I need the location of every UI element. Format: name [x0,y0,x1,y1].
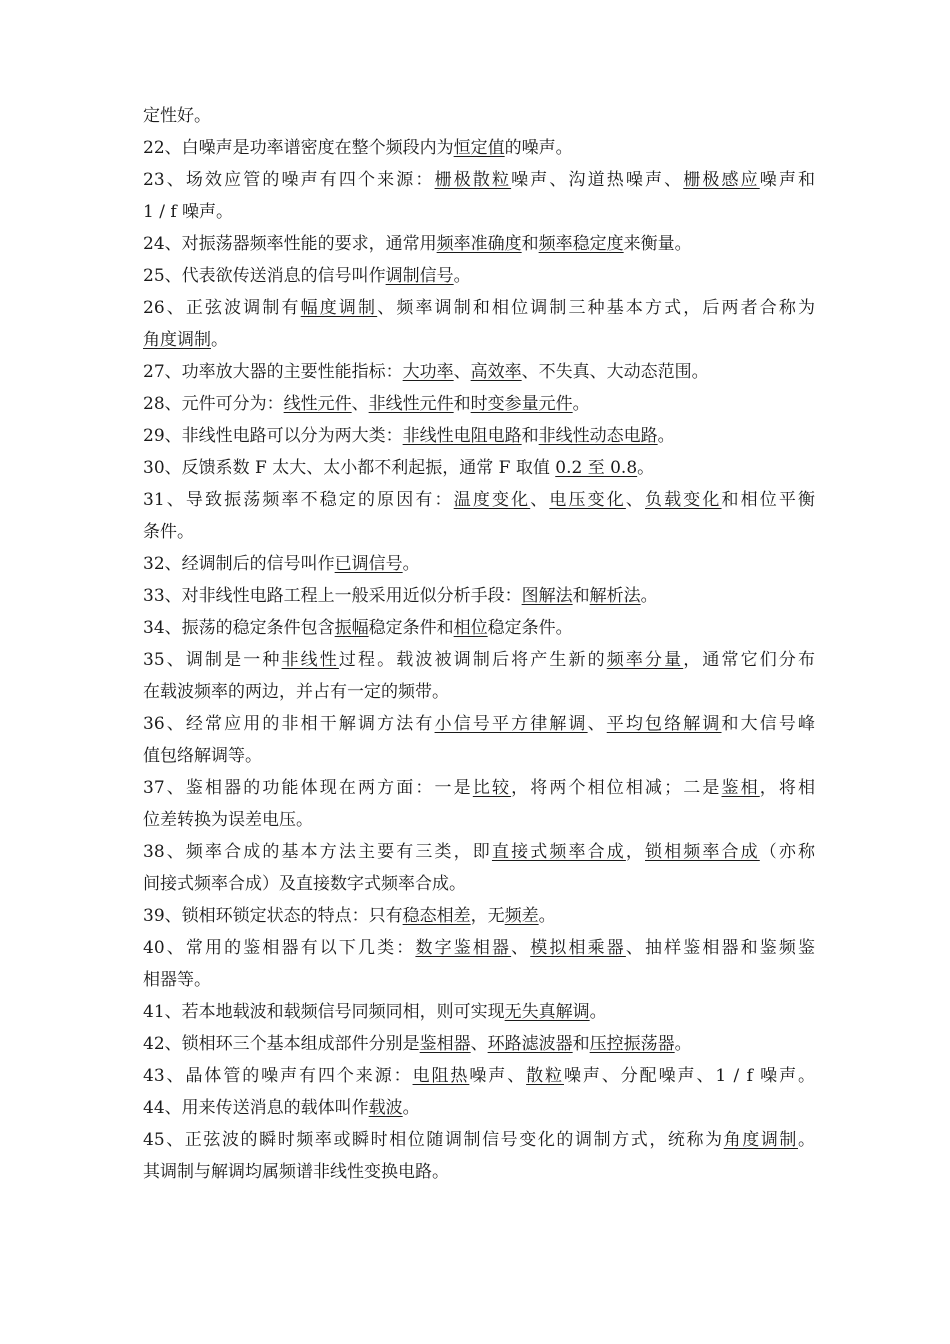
text-line [143,932,815,964]
answer-blank: 直接式频率合成 [491,842,626,862]
text-line [143,484,815,516]
text-segment: 44、用来传送消息的载体叫作 [143,1098,369,1118]
text-segment: 噪声、沟道热噪声、 [511,170,684,190]
answer-blank: 角度调制 [143,330,211,350]
text-segment: 1 / f 噪声。 [143,202,234,222]
answer-blank: 幅度调制 [300,298,378,318]
text-line [143,708,815,740]
answer-blank: 高效率 [470,362,522,382]
text-segment: 位差转换为误差电压。 [143,810,313,830]
text-line [143,996,815,1028]
text-segment: 。 [637,458,655,478]
text-line [143,1060,815,1092]
text-segment: 、不失真、大动态范围。 [521,362,709,382]
text-segment: 24、对振荡器频率性能的要求，通常用 [143,234,437,254]
text-segment: 40、常用的鉴相器有以下几类： [143,938,416,958]
text-line [143,420,815,452]
answer-blank: 时变参量元件 [470,394,573,414]
text-segment: 。 [538,906,556,926]
text-line [143,228,815,260]
answer-blank: 频率准确度 [436,234,522,254]
answer-blank: 稳态相差 [402,906,471,926]
text-segment: ，通常它们分布 [683,650,816,670]
answer-blank: 调制信号 [385,266,454,286]
text-segment: 31、导致振荡频率不稳定的原因有： [143,490,454,510]
text-segment: 、 [470,1034,488,1054]
text-segment: 23、场效应管的噪声有四个来源： [143,170,435,190]
text-segment: 和 [572,586,590,606]
text-segment: 、 [530,490,550,510]
answer-blank: 载波 [368,1098,403,1118]
text-line [143,772,815,804]
answer-blank: 线性元件 [283,394,352,414]
answer-blank: 温度变化 [453,490,531,510]
text-segment: 过程。载波被调制后将产生新的 [338,650,607,670]
answer-blank: 负载变化 [645,490,722,510]
text-line [143,196,815,228]
answer-blank: 非线性 [281,650,339,670]
text-segment: 。 [657,426,675,446]
answer-blank: 电压变化 [549,490,626,510]
answer-blank: 已调信号 [334,554,403,574]
answer-blank: 非线性动态电路 [538,426,658,446]
answer-blank: 栅极感应 [683,170,760,190]
text-line [143,516,815,548]
text-line [143,644,815,676]
text-segment: 39、锁相环锁定状态的特点：只有 [143,906,403,926]
text-line [143,356,815,388]
answer-blank: 小信号平方律解调 [434,714,588,734]
text-segment: 条件。 [143,522,194,542]
text-segment: 值包络解调等。 [143,746,262,766]
text-segment: 和 [521,234,539,254]
answer-blank: 频差 [504,906,539,926]
text-segment: 和 [572,1034,590,1054]
text-segment: ， [625,842,645,862]
text-line [143,740,815,772]
text-segment: 26、正弦波调制有 [143,298,301,318]
text-segment: （亦称 [759,842,816,862]
text-segment: 。 [798,1130,815,1150]
text-segment: 45、正弦波的瞬时频率或瞬时相位随调制信号变化的调制方式，统称为 [143,1130,724,1150]
text-segment: 和相位平衡 [721,490,816,510]
answer-blank: 大功率 [402,362,454,382]
answer-blank: 锁相频率合成 [645,842,760,862]
document-page [143,100,815,1188]
text-segment: 、 [453,362,471,382]
text-segment: 28、元件可分为： [143,394,284,414]
text-segment: 35、调制是一种 [143,650,282,670]
text-segment: 定性好。 [143,106,211,126]
text-segment: 。 [589,1002,607,1022]
text-segment: 噪声、分配噪声、1 / f 噪声。 [563,1066,816,1086]
text-segment: 。 [402,554,420,574]
text-segment: 、抽样鉴相器和鉴频鉴 [625,938,816,958]
answer-blank: 图解法 [521,586,573,606]
text-segment: 29、非线性电路可以分为两大类： [143,426,403,446]
text-line [143,260,815,292]
text-segment: 。 [453,266,471,286]
text-line [143,292,815,324]
text-segment: 其调制与解调均属频谱非线性变换电路。 [143,1162,449,1182]
text-segment: 32、经调制后的信号叫作 [143,554,335,574]
text-segment: 稳定条件。 [487,618,573,638]
answer-blank: 鉴相 [721,778,760,798]
answer-blank: 比较 [472,778,512,798]
answer-blank: 模拟相乘器 [530,938,626,958]
answer-blank: 0.2 至 0.8 [555,458,638,478]
text-line [143,612,815,644]
text-segment: ，无 [470,906,505,926]
text-segment: 噪声和 [759,170,816,190]
text-line [143,548,815,580]
text-segment: 38、频率合成的基本方法主要有三类，即 [143,842,492,862]
text-segment: ，将两个相位相减；二是 [511,778,722,798]
text-segment: 和 [521,426,539,446]
answer-blank: 频率稳定度 [538,234,624,254]
text-segment: 36、经常应用的非相干解调方法有 [143,714,435,734]
text-segment: 。 [211,330,228,350]
text-line [143,388,815,420]
text-segment: 。 [640,586,658,606]
text-segment: 间接式频率合成）及直接数字式频率合成。 [143,874,466,894]
text-line [143,1156,815,1188]
text-segment: 、频率调制和相位调制三种基本方式，后两者合称为 [377,298,816,318]
text-segment: 相器等。 [143,970,211,990]
answer-blank: 角度调制 [723,1130,798,1150]
text-segment: 34、振荡的稳定条件包含 [143,618,335,638]
text-segment: 、 [351,394,369,414]
text-line [143,580,815,612]
text-line [143,868,815,900]
text-line [143,964,815,996]
text-segment: 27、功率放大器的主要性能指标： [143,362,403,382]
answer-blank: 相位 [453,618,488,638]
text-line [143,900,815,932]
text-segment: 33、对非线性电路工程上一般采用近似分析手段： [143,586,522,606]
text-line [143,804,815,836]
answer-blank: 无失真解调 [504,1002,590,1022]
text-segment: 。 [402,1098,420,1118]
text-line [143,452,815,484]
text-segment: 稳定条件和 [368,618,454,638]
answer-blank: 恒定值 [453,138,505,158]
text-segment: 和大信号峰 [721,714,816,734]
text-line [143,1028,815,1060]
answer-blank: 振幅 [334,618,369,638]
answer-blank: 环路滤波器 [487,1034,573,1054]
answer-blank: 解析法 [589,586,641,606]
text-line [143,132,815,164]
text-segment: 、 [587,714,607,734]
text-segment: ，将相 [759,778,816,798]
text-segment: 25、代表欲传送消息的信号叫作 [143,266,386,286]
text-segment: 22、白噪声是功率谱密度在整个频段内为 [143,138,454,158]
text-segment: 43、晶体管的噪声有四个来源： [143,1066,413,1086]
text-segment: 在载波频率的两边，并占有一定的频带。 [143,682,449,702]
answer-blank: 非线性电阻电路 [402,426,522,446]
answer-blank: 非线性元件 [368,394,454,414]
answer-blank: 平均包络解调 [606,714,722,734]
text-segment: 的噪声。 [504,138,573,158]
answer-blank: 数字鉴相器 [415,938,512,958]
text-segment: 41、若本地载波和载频信号同频同相，则可实现 [143,1002,505,1022]
text-segment: 37、鉴相器的功能体现在两方面：一是 [143,778,473,798]
text-segment: 噪声、 [469,1066,527,1086]
answer-blank: 电阻热 [412,1066,470,1086]
text-line [143,324,815,356]
text-segment: 。 [572,394,590,414]
text-line [143,100,815,132]
answer-blank: 压控振荡器 [589,1034,675,1054]
text-line [143,164,815,196]
text-segment: 30、反馈系数 F 太大、太小都不利起振，通常 F 取值 [143,458,556,478]
text-line [143,1124,815,1156]
text-segment: 、 [625,490,645,510]
text-line [143,1092,815,1124]
text-segment: 、 [511,938,531,958]
text-segment: 来衡量。 [623,234,692,254]
answer-blank: 散粒 [526,1066,564,1086]
text-segment: 。 [674,1034,692,1054]
answer-blank: 频率分量 [606,650,684,670]
text-segment: 和 [453,394,471,414]
answer-blank: 栅极散粒 [434,170,512,190]
text-line [143,836,815,868]
text-line [143,676,815,708]
answer-blank: 鉴相器 [419,1034,471,1054]
text-segment: 42、锁相环三个基本组成部件分别是 [143,1034,420,1054]
